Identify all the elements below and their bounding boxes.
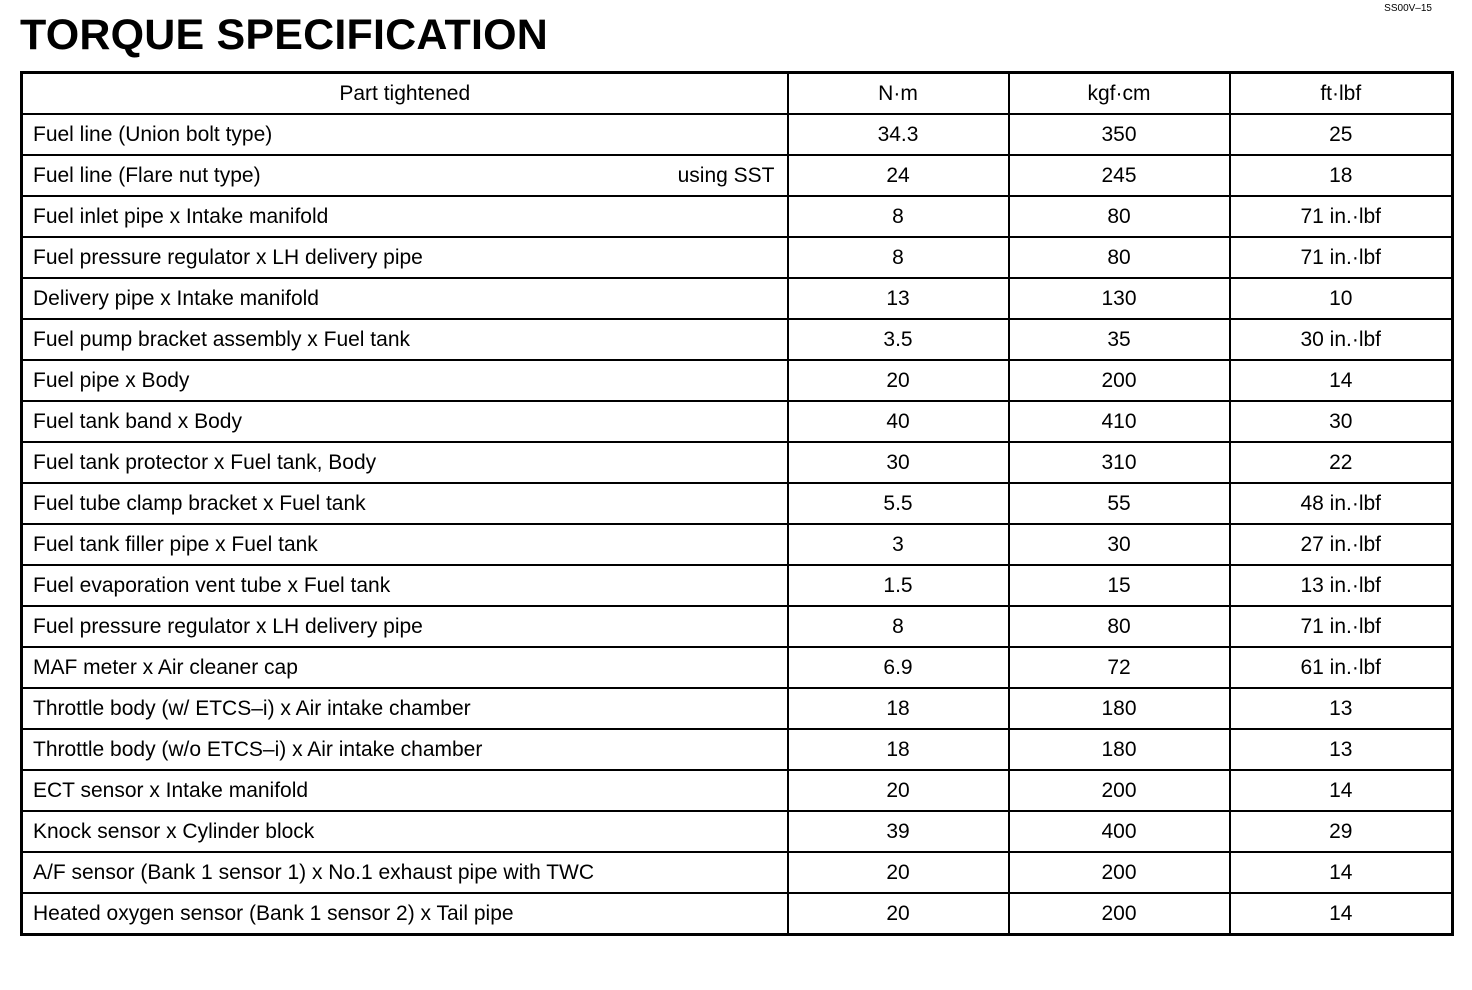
table-row xyxy=(22,319,1453,360)
cell-nm: 13 xyxy=(788,278,1009,319)
cell-kgfcm: 30 xyxy=(1009,524,1230,565)
cell-part-tightened xyxy=(22,155,788,196)
cell-ftlbf: 29 xyxy=(1230,811,1453,852)
cell-kgfcm: 15 xyxy=(1009,565,1230,606)
table-row xyxy=(22,401,1453,442)
cell-ftlbf: 13 xyxy=(1230,729,1453,770)
part-note: using SST xyxy=(677,163,775,187)
cell-part-tightened xyxy=(22,483,788,524)
cell-part-tightened xyxy=(22,524,788,565)
cell-part-tightened xyxy=(22,647,788,688)
cell-kgfcm: 180 xyxy=(1009,729,1230,770)
cell-nm: 30 xyxy=(788,442,1009,483)
cell-part-tightened xyxy=(22,360,788,401)
cell-ftlbf: 25 xyxy=(1230,114,1453,155)
table-row xyxy=(22,360,1453,401)
table-row xyxy=(22,893,1453,935)
table-row xyxy=(22,442,1453,483)
cell-part-tightened xyxy=(22,114,788,155)
cell-kgfcm: 245 xyxy=(1009,155,1230,196)
cell-ftlbf: 48 in.·lbf xyxy=(1230,483,1453,524)
cell-part-tightened xyxy=(22,237,788,278)
cell-nm: 1.5 xyxy=(788,565,1009,606)
part-name: Fuel line (Flare nut type) xyxy=(33,163,261,187)
table-row xyxy=(22,811,1453,852)
part-name: Fuel tank band x Body xyxy=(33,409,242,433)
part-name: Delivery pipe x Intake manifold xyxy=(33,286,319,310)
part-name: A/F sensor (Bank 1 sensor 1) x No.1 exhaust pipe with TWC xyxy=(33,860,595,884)
cell-kgfcm: 310 xyxy=(1009,442,1230,483)
cell-ftlbf: 71 in.·lbf xyxy=(1230,196,1453,237)
cell-part-tightened xyxy=(22,811,788,852)
table-row xyxy=(22,278,1453,319)
cell-kgfcm: 200 xyxy=(1009,893,1230,935)
cell-part-tightened xyxy=(22,319,788,360)
cell-ftlbf: 14 xyxy=(1230,852,1453,893)
cell-kgfcm: 200 xyxy=(1009,360,1230,401)
table-row xyxy=(22,196,1453,237)
cell-kgfcm: 350 xyxy=(1009,114,1230,155)
cell-part-tightened xyxy=(22,565,788,606)
cell-ftlbf: 14 xyxy=(1230,770,1453,811)
cell-ftlbf: 71 in.·lbf xyxy=(1230,606,1453,647)
cell-kgfcm: 130 xyxy=(1009,278,1230,319)
cell-nm: 20 xyxy=(788,360,1009,401)
cell-nm: 5.5 xyxy=(788,483,1009,524)
cell-ftlbf: 61 in.·lbf xyxy=(1230,647,1453,688)
cell-ftlbf: 27 in.·lbf xyxy=(1230,524,1453,565)
table-row xyxy=(22,237,1453,278)
cell-nm: 6.9 xyxy=(788,647,1009,688)
header-part-tightened: Part tightened xyxy=(22,73,788,115)
cell-ftlbf: 13 xyxy=(1230,688,1453,729)
part-name: Heated oxygen sensor (Bank 1 sensor 2) x Tail pipe xyxy=(33,901,514,925)
cell-kgfcm: 80 xyxy=(1009,237,1230,278)
cell-kgfcm: 35 xyxy=(1009,319,1230,360)
part-name: Fuel inlet pipe x Intake manifold xyxy=(33,204,329,228)
cell-ftlbf: 30 in.·lbf xyxy=(1230,319,1453,360)
cell-nm: 40 xyxy=(788,401,1009,442)
cell-kgfcm: 80 xyxy=(1009,606,1230,647)
table-row xyxy=(22,565,1453,606)
header-nm: N·m xyxy=(788,73,1009,115)
cell-kgfcm: 200 xyxy=(1009,770,1230,811)
cell-nm: 18 xyxy=(788,729,1009,770)
cell-part-tightened xyxy=(22,688,788,729)
cell-part-tightened xyxy=(22,401,788,442)
cell-ftlbf: 13 in.·lbf xyxy=(1230,565,1453,606)
table-row xyxy=(22,688,1453,729)
cell-kgfcm: 400 xyxy=(1009,811,1230,852)
part-name: Fuel evaporation vent tube x Fuel tank xyxy=(33,573,391,597)
cell-ftlbf: 14 xyxy=(1230,893,1453,935)
cell-nm: 24 xyxy=(788,155,1009,196)
part-name: MAF meter x Air cleaner cap xyxy=(33,655,298,679)
cell-part-tightened xyxy=(22,893,788,935)
cell-kgfcm: 180 xyxy=(1009,688,1230,729)
cell-nm: 3 xyxy=(788,524,1009,565)
table-row xyxy=(22,852,1453,893)
cell-kgfcm: 200 xyxy=(1009,852,1230,893)
part-name: Throttle body (w/o ETCS–i) x Air intake chamber xyxy=(33,737,483,761)
cell-nm: 8 xyxy=(788,237,1009,278)
part-name: Fuel pump bracket assembly x Fuel tank xyxy=(33,327,410,351)
table-header-row xyxy=(22,73,1453,115)
header-kgfcm: kgf·cm xyxy=(1009,73,1230,115)
cell-ftlbf: 30 xyxy=(1230,401,1453,442)
part-name: ECT sensor x Intake manifold xyxy=(33,778,309,802)
cell-part-tightened xyxy=(22,852,788,893)
cell-nm: 3.5 xyxy=(788,319,1009,360)
table-row xyxy=(22,770,1453,811)
cell-nm: 18 xyxy=(788,688,1009,729)
table-row xyxy=(22,729,1453,770)
table-row xyxy=(22,483,1453,524)
cell-nm: 8 xyxy=(788,606,1009,647)
cell-nm: 20 xyxy=(788,893,1009,935)
part-name: Fuel line (Union bolt type) xyxy=(33,122,273,146)
cell-kgfcm: 410 xyxy=(1009,401,1230,442)
cell-part-tightened xyxy=(22,442,788,483)
cell-nm: 20 xyxy=(788,852,1009,893)
document-code: SS00V–15 xyxy=(1384,3,1432,14)
table-row xyxy=(22,114,1453,155)
cell-part-tightened xyxy=(22,729,788,770)
table-row xyxy=(22,606,1453,647)
table-row xyxy=(22,647,1453,688)
cell-part-tightened xyxy=(22,278,788,319)
cell-part-tightened xyxy=(22,770,788,811)
cell-kgfcm: 80 xyxy=(1009,196,1230,237)
cell-nm: 39 xyxy=(788,811,1009,852)
cell-kgfcm: 55 xyxy=(1009,483,1230,524)
cell-nm: 34.3 xyxy=(788,114,1009,155)
part-name: Fuel tank protector x Fuel tank, Body xyxy=(33,450,377,474)
cell-nm: 20 xyxy=(788,770,1009,811)
page-title: TORQUE SPECIFICATION xyxy=(20,11,548,59)
part-name: Fuel pressure regulator x LH delivery pipe xyxy=(33,614,423,638)
table-row xyxy=(22,524,1453,565)
part-name: Fuel pressure regulator x LH delivery pipe xyxy=(33,245,423,269)
part-name: Fuel pipe x Body xyxy=(33,368,190,392)
cell-ftlbf: 18 xyxy=(1230,155,1453,196)
table-row xyxy=(22,155,1453,196)
cell-nm: 8 xyxy=(788,196,1009,237)
cell-ftlbf: 14 xyxy=(1230,360,1453,401)
cell-ftlbf: 22 xyxy=(1230,442,1453,483)
cell-part-tightened xyxy=(22,606,788,647)
part-name: Fuel tube clamp bracket x Fuel tank xyxy=(33,491,366,515)
cell-ftlbf: 10 xyxy=(1230,278,1453,319)
cell-kgfcm: 72 xyxy=(1009,647,1230,688)
cell-part-tightened xyxy=(22,196,788,237)
table-body xyxy=(22,114,1453,935)
part-name: Fuel tank filler pipe x Fuel tank xyxy=(33,532,318,556)
torque-spec-table xyxy=(20,71,1454,936)
header-ftlbf: ft·lbf xyxy=(1230,73,1453,115)
part-name: Throttle body (w/ ETCS–i) x Air intake chamber xyxy=(33,696,471,720)
cell-ftlbf: 71 in.·lbf xyxy=(1230,237,1453,278)
part-name: Knock sensor x Cylinder block xyxy=(33,819,315,843)
